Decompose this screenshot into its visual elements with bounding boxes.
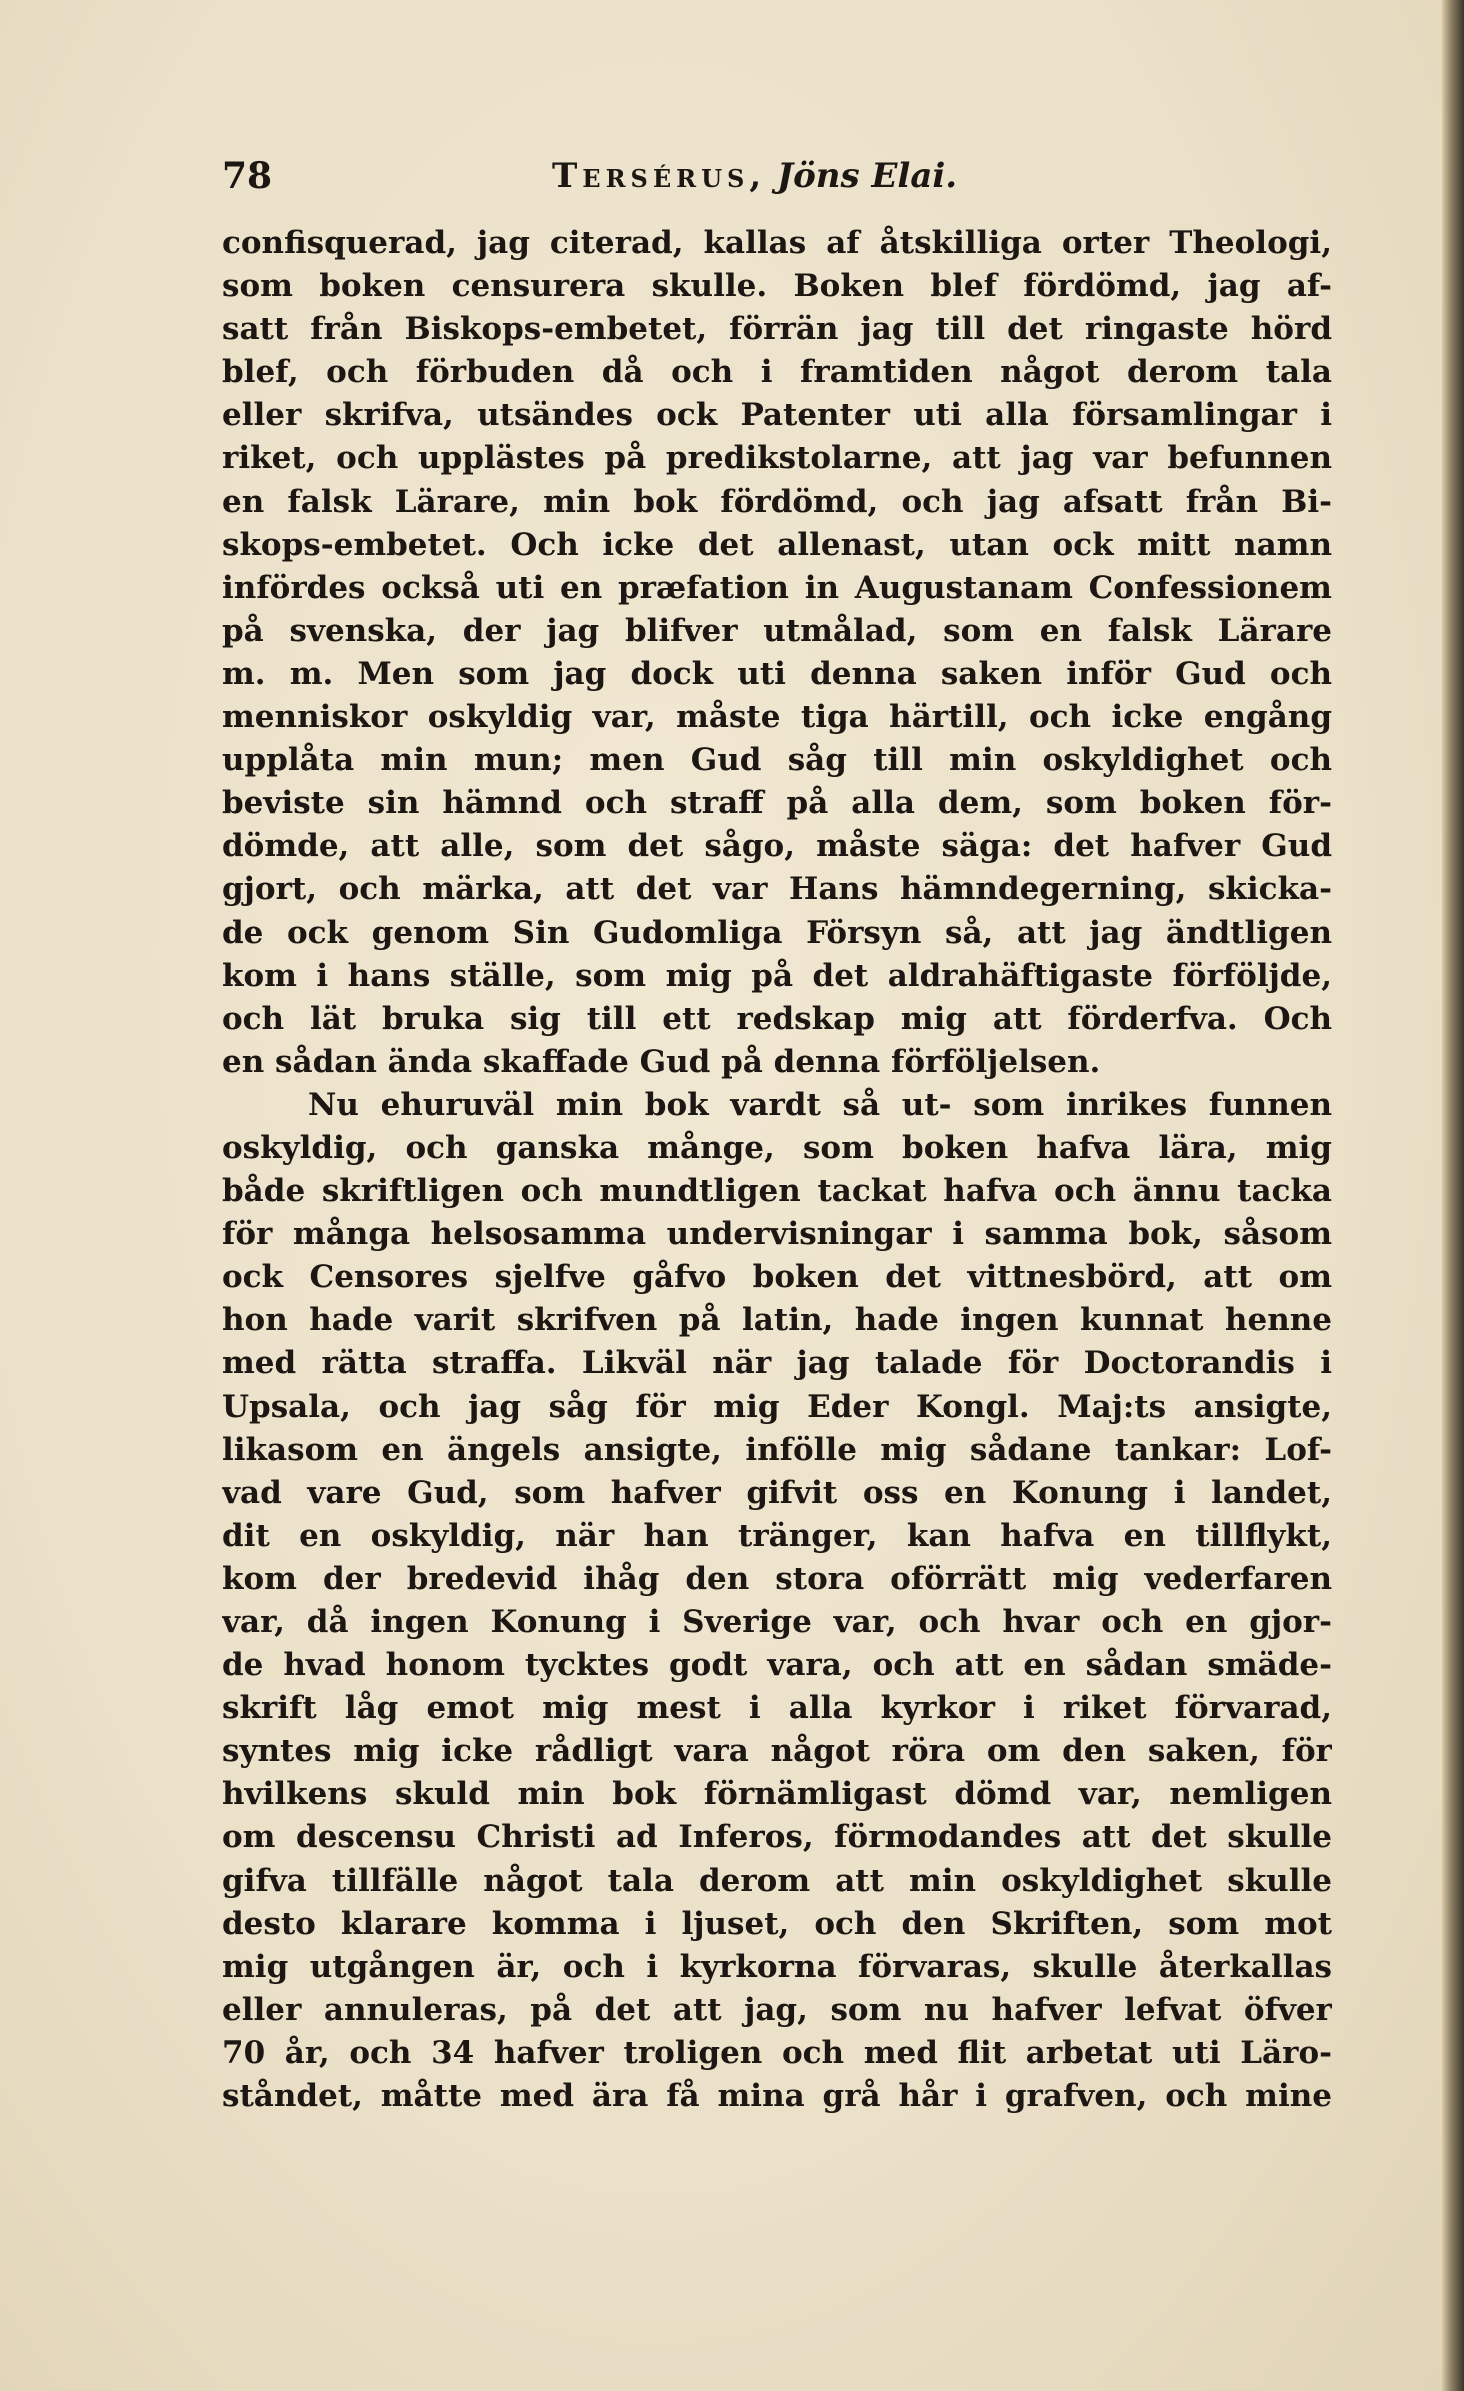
text-line: skops-embetet. Och icke det allenast, utan ock mitt namn	[222, 526, 1332, 563]
text-line: som boken censurera skulle. Boken blef fördömd, jag af-	[222, 268, 1332, 305]
text-line: 70 år, och 34 hafver troligen och med flit arbetat uti Läro-	[222, 2034, 1332, 2071]
text-line: eller annuleras, på det att jag, som nu hafver lefvat öfver	[222, 1991, 1332, 2028]
text-line: med rätta straffa. Likväl när jag talade för Doctorandis i	[222, 1345, 1332, 1382]
running-title	[552, 150, 957, 202]
text-line: en falsk Lärare, min bok fördömd, och jag afsatt från Bi-	[222, 483, 1332, 520]
running-head	[222, 150, 1332, 202]
author-given-name: Jöns Elai.	[777, 156, 958, 196]
page-number: 78	[222, 155, 273, 197]
text-line: mig utgången är, och i kyrkorna förvaras, skulle återkallas	[222, 1948, 1332, 1985]
author-surname: Tersérus,	[552, 156, 767, 196]
text-line: infördes också uti en præfation in Augustanam Confessionem	[222, 569, 1332, 606]
text-line: dit en oskyldig, när han tränger, kan hafva en tillflykt,	[222, 1517, 1332, 1554]
text-line: syntes mig icke rådligt vara något röra om den saken, för	[222, 1733, 1332, 1770]
text-line: på svenska, der jag blifver utmålad, som en falsk Lärare	[222, 612, 1332, 649]
text-line: likasom en ängels ansigte, infölle mig sådane tankar: Lof-	[222, 1431, 1332, 1468]
text-line: blef, och förbuden då och i framtiden något derom tala	[222, 354, 1332, 391]
text-line: gjort, och märka, att det var Hans hämndegerning, skicka-	[222, 871, 1332, 908]
text-line: Upsala, och jag såg för mig Eder Kongl. Maj:ts ansigte,	[222, 1388, 1332, 1425]
text-line: desto klarare komma i ljuset, och den Skriften, som mot	[222, 1905, 1332, 1942]
text-line: confisquerad, jag citerad, kallas af åtskilliga orter Theologi,	[222, 225, 1332, 261]
text-line: de ock genom Sin Gudomliga Försyn så, att jag ändtligen	[222, 914, 1332, 951]
text-line: för många helsosamma undervisningar i samma bok, såsom	[222, 1216, 1332, 1253]
text-line: om descensu Christi ad Inferos, förmodandes att det skulle	[222, 1819, 1332, 1856]
text-line: ståndet, måtte med ära få mina grå hår i grafven, och mine	[222, 2078, 1332, 2115]
text-line: de hvad honom tycktes godt vara, och att en sådan smäde-	[222, 1647, 1332, 1684]
binding-edge	[1442, 0, 1464, 2391]
text-line: skrift låg emot mig mest i alla kyrkor i riket förvarad,	[222, 1690, 1332, 1727]
text-line: en sådan ända skaffade Gud på denna förföljelsen.	[222, 1043, 1101, 1080]
text-line: var, då ingen Konung i Sverige var, och hvar och en gjor-	[222, 1604, 1332, 1640]
text-line: m. m. Men som jag dock uti denna saken inför Gud och	[222, 655, 1332, 692]
text-line: både skriftligen och mundtligen tackat hafva och ännu tacka	[222, 1173, 1332, 1210]
text-line: kom i hans ställe, som mig på det aldrahäftigaste förföljde,	[222, 957, 1332, 994]
text-line: dömde, att alle, som det sågo, måste säga: det hafver Gud	[222, 828, 1332, 865]
text-line: gifva tillfälle något tala derom att min oskyldighet skulle	[222, 1862, 1332, 1899]
text-line: ock Censores sjelfve gåfvo boken det vittnesbörd, att om	[222, 1259, 1332, 1296]
text-line: satt från Biskops-embetet, förrän jag till det ringaste hörd	[222, 311, 1332, 348]
text-line: Nu ehuruväl min bok vardt så ut- som inrikes funnen	[308, 1086, 1332, 1123]
text-line: oskyldig, och ganska månge, som boken hafva lära, mig	[222, 1129, 1332, 1166]
text-line: kom der bredevid ihåg den stora oförrätt mig vederfaren	[222, 1560, 1332, 1597]
text-line: och lät bruka sig till ett redskap mig att förderfva. Och	[222, 1000, 1332, 1037]
text-line: vad vare Gud, som hafver gifvit oss en Konung i landet,	[222, 1474, 1332, 1511]
body-text	[222, 222, 1332, 2118]
text-line: hon hade varit skrifven på latin, hade ingen kunnat henne	[222, 1302, 1332, 1339]
text-line: upplåta min mun; men Gud såg till min oskyldighet och	[222, 742, 1332, 779]
text-line: riket, och upplästes på predikstolarne, att jag var befunnen	[222, 440, 1332, 477]
text-line: eller skrifva, utsändes ock Patenter uti alla församlingar i	[222, 397, 1332, 434]
text-line: menniskor oskyldig var, måste tiga härtill, och icke engång	[222, 699, 1332, 736]
text-line: beviste sin hämnd och straff på alla dem, som boken för-	[222, 785, 1332, 822]
text-line: hvilkens skuld min bok förnämligast dömd var, nemligen	[222, 1776, 1332, 1813]
